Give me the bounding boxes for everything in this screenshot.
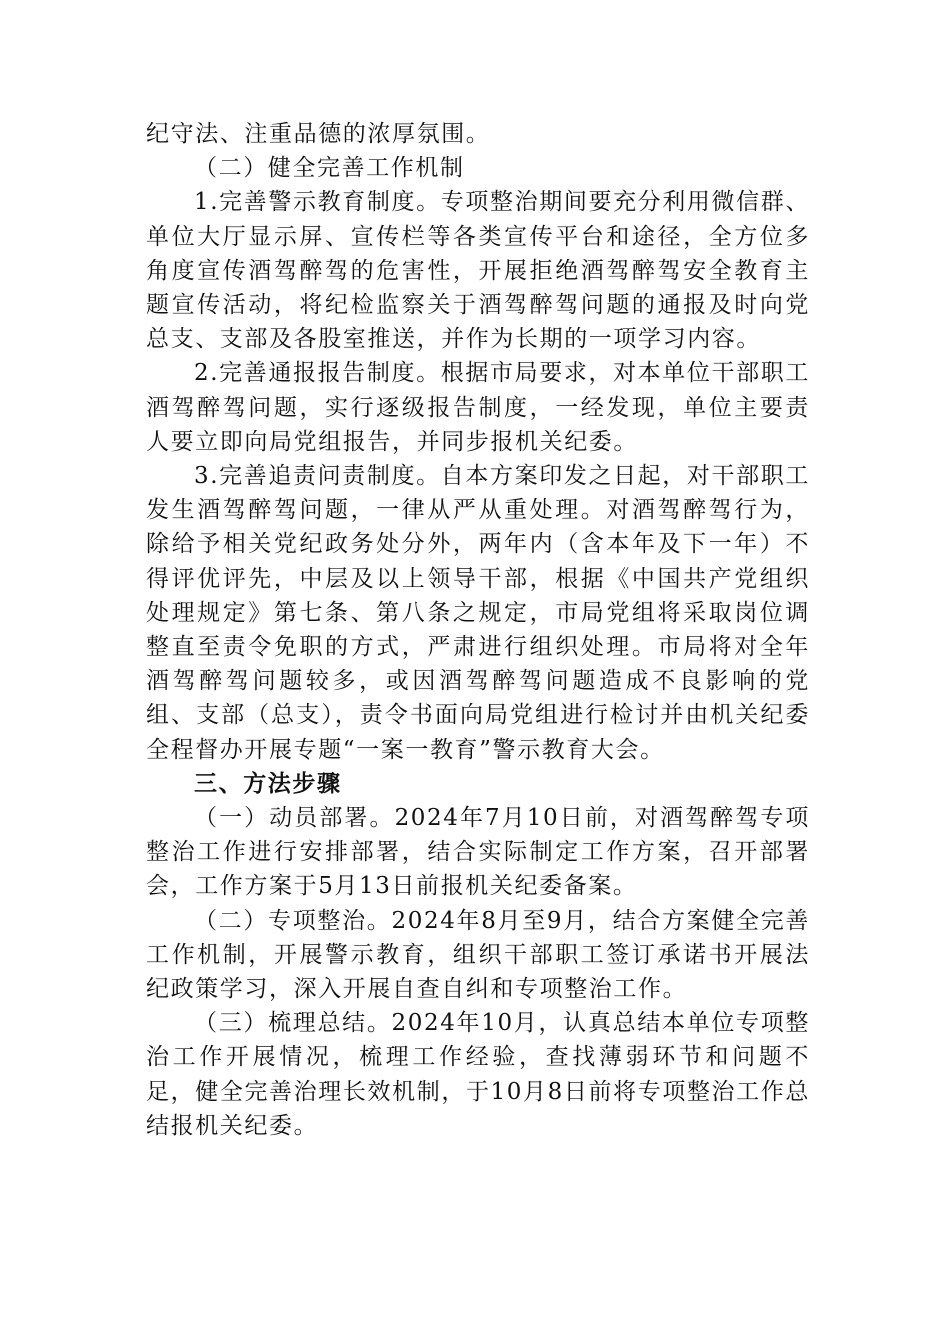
section-heading-3: 三、方法步骤 — [194, 770, 342, 797]
paragraph-mobilization: （一）动员部署。2024年7月10日前，对酒驾醉驾专项整治工作进行安排部署，结合实际制定工作方案，召开部署会，工作方案于5月13日前报机关纪委备案。 — [146, 805, 810, 900]
paragraph-warning-education: 1.完善警示教育制度。专项整治期间要充分利用微信群、单位大厅显示屏、宣传栏等各类宣传平台和途径，全方位多角度宣传酒驾醉驾的危害性，开展拒绝酒驾醉驾安全教育主题宣传活动，将纪检监察关于酒驾醉驾问题的通报及时向党总支、支部及各股室推送，并作为长期的一项学习内容。 — [146, 189, 810, 353]
paragraph-accountability-system: 3.完善追责问责制度。自本方案印发之日起，对干部职工发生酒驾醉驾问题，一律从严从重处理。对酒驾醉驾行为，除给予相关党纪政务处分外，两年内（含本年及下一年）不得评优评先，中层及以上领导干部，根据《中国共产党组织处理规定》第七条、第八条之规定，市局党组将采取岗位调整直至责令免职的方式，严肃进行组织处理。市局将对全年酒驾醉驾问题较多，或因酒驾醉驾问题造成不良影响的党组、支部（总支），责令书面向局党组进行检讨并由机关纪委全程督办开展专题“一案一教育”警示教育大会。 — [146, 463, 810, 763]
paragraph-summary: （三）梳理总结。2024年10月，认真总结本单位专项整治工作开展情况，梳理工作经验，查找薄弱环节和问题不足，健全完善治理长效机制，于10月8日前将专项整治工作总结报机关纪委。 — [146, 1010, 810, 1139]
paragraph-special-rectification: （二）专项整治。2024年8月至9月，结合方案健全完善工作机制，开展警示教育，组织干部职工签订承诺书开展法纪政策学习，深入开展自查自纠和专项整治工作。 — [146, 907, 810, 1003]
section-heading-2-2: （二）健全完善工作机制 — [194, 155, 465, 182]
paragraph-continuation: 纪守法、注重品德的浓厚氛围。 — [146, 121, 491, 147]
document-page — [146, 117, 810, 1143]
paragraph-reporting-system: 2.完善通报报告制度。根据市局要求，对本单位干部职工酒驾醉驾问题，实行逐级报告制度，一经发现，单位主要责人要立即向局党组报告，并同步报机关纪委。 — [146, 360, 810, 455]
